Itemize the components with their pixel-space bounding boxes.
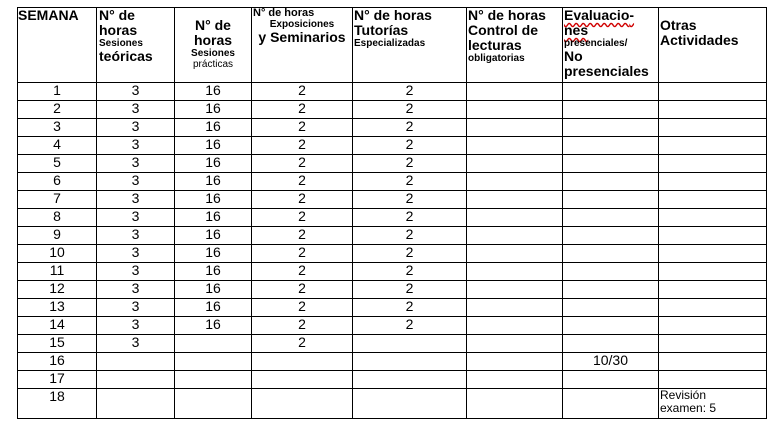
cell-evaluacion [563, 173, 659, 191]
cell-tutorias: 2 [353, 137, 467, 155]
cell-control [467, 299, 563, 317]
cell-practicas: 16 [175, 281, 252, 299]
table-row [18, 155, 767, 173]
cell-exposiciones: 2 [252, 335, 353, 353]
cell-teoricas: 3 [97, 281, 175, 299]
cell-semana: 6 [18, 173, 97, 191]
cell-otras [659, 119, 767, 137]
cell-semana: 16 [18, 353, 97, 371]
cell-control [467, 191, 563, 209]
header-practicas-line2: horas [193, 32, 233, 48]
cell-tutorias: 2 [353, 119, 467, 137]
cell-evaluacion [563, 191, 659, 209]
cell-exposiciones: 2 [252, 299, 353, 317]
cell-control [467, 335, 563, 353]
cell-practicas: 16 [175, 173, 252, 191]
cell-teoricas: 3 [97, 317, 175, 335]
cell-practicas [175, 335, 252, 353]
header-teoricas-line4: teóricas [99, 48, 153, 64]
cell-practicas: 16 [175, 209, 252, 227]
table-row [18, 119, 767, 137]
cell-control [467, 281, 563, 299]
header-teoricas-line3: Sesiones [99, 38, 143, 49]
header-tutorias-line3: Especializadas [354, 38, 426, 49]
cell-otras [659, 209, 767, 227]
cell-tutorias [353, 371, 467, 389]
cell-semana: 18 [18, 389, 97, 419]
cell-control [467, 83, 563, 101]
table-row [18, 263, 767, 281]
cell-evaluacion [563, 101, 659, 119]
cell-otras [659, 137, 767, 155]
header-otras [659, 8, 767, 83]
cell-otras [659, 299, 767, 317]
header-control-line1: N° de horas [468, 7, 546, 23]
cell-exposiciones: 2 [252, 119, 353, 137]
table-row [18, 101, 767, 119]
cell-otras [659, 227, 767, 245]
cell-exposiciones [252, 353, 353, 371]
cell-practicas: 16 [175, 227, 252, 245]
cell-exposiciones: 2 [252, 209, 353, 227]
otras-note-line1: Revisión [660, 388, 707, 402]
cell-semana: 14 [18, 317, 97, 335]
header-control-line3: lecturas [468, 37, 522, 53]
cell-practicas: 16 [175, 245, 252, 263]
cell-evaluacion [563, 389, 659, 419]
cell-semana: 17 [18, 371, 97, 389]
cell-teoricas: 3 [97, 119, 175, 137]
cell-evaluacion [563, 335, 659, 353]
cell-semana: 10 [18, 245, 97, 263]
header-evaluacion-suffix: - nes [564, 7, 635, 38]
table-row [18, 299, 767, 317]
cell-practicas [175, 371, 252, 389]
table-row [18, 227, 767, 245]
cell-control [467, 353, 563, 371]
cell-exposiciones: 2 [252, 137, 353, 155]
header-exposiciones [252, 8, 353, 83]
cell-teoricas: 3 [97, 227, 175, 245]
cell-evaluacion [563, 317, 659, 335]
otras-note-line2: examen: 5 [660, 401, 717, 415]
cell-exposiciones: 2 [252, 83, 353, 101]
cell-otras [659, 191, 767, 209]
cell-tutorias [353, 335, 467, 353]
header-practicas-line3: Sesiones [191, 48, 235, 59]
cell-otras [659, 317, 767, 335]
table-row [18, 83, 767, 101]
cell-teoricas: 3 [97, 101, 175, 119]
cell-semana: 4 [18, 137, 97, 155]
cell-tutorias: 2 [353, 209, 467, 227]
cell-tutorias: 2 [353, 317, 467, 335]
cell-practicas: 16 [175, 263, 252, 281]
cell-semana: 9 [18, 227, 97, 245]
cell-otras [659, 335, 767, 353]
header-evaluacion-line1 [564, 8, 658, 38]
table-row [18, 335, 767, 353]
cell-semana: 7 [18, 191, 97, 209]
cell-tutorias: 2 [353, 191, 467, 209]
cell-practicas: 16 [175, 191, 252, 209]
table-row [18, 353, 767, 371]
header-tutorias-line2: Tutorías [354, 22, 409, 38]
cell-tutorias: 2 [353, 281, 467, 299]
cell-semana: 11 [18, 263, 97, 281]
header-exposiciones-line1: N° de horas [253, 7, 315, 19]
cell-otras [659, 101, 767, 119]
cell-teoricas: 3 [97, 191, 175, 209]
cell-exposiciones: 2 [252, 263, 353, 281]
table-row [18, 389, 767, 419]
cell-teoricas: 3 [97, 209, 175, 227]
header-teoricas [97, 8, 175, 83]
cell-control [467, 371, 563, 389]
table-row [18, 371, 767, 389]
cell-otras [659, 173, 767, 191]
cell-control [467, 137, 563, 155]
cell-evaluacion [563, 155, 659, 173]
cell-practicas: 16 [175, 119, 252, 137]
cell-practicas [175, 389, 252, 419]
cell-evaluacion [563, 299, 659, 317]
header-row [18, 8, 767, 83]
header-exposiciones-line2: Exposiciones [269, 19, 335, 30]
cell-evaluacion [563, 281, 659, 299]
table-row [18, 173, 767, 191]
cell-evaluacion [563, 263, 659, 281]
cell-semana: 12 [18, 281, 97, 299]
cell-control [467, 389, 563, 419]
cell-exposiciones: 2 [252, 101, 353, 119]
cell-evaluacion [563, 371, 659, 389]
cell-practicas [175, 353, 252, 371]
cell-control [467, 227, 563, 245]
header-evaluacion-line3: No [564, 48, 583, 64]
cell-tutorias: 2 [353, 245, 467, 263]
header-control-line2: Control de [468, 22, 538, 38]
cell-otras [659, 263, 767, 281]
header-exposiciones-line3: y Seminarios [258, 29, 346, 45]
cell-teoricas: 3 [97, 335, 175, 353]
table-row [18, 317, 767, 335]
cell-otras [659, 389, 767, 419]
cell-semana: 8 [18, 209, 97, 227]
header-tutorias [353, 8, 467, 83]
cell-semana: 15 [18, 335, 97, 353]
cell-evaluacion [563, 209, 659, 227]
cell-control [467, 245, 563, 263]
cell-exposiciones [252, 389, 353, 419]
cell-control [467, 263, 563, 281]
schedule-table [17, 7, 767, 419]
cell-teoricas: 3 [97, 263, 175, 281]
cell-teoricas: 3 [97, 173, 175, 191]
cell-tutorias [353, 389, 467, 419]
header-teoricas-line1: N° de [99, 7, 135, 23]
cell-control [467, 173, 563, 191]
cell-evaluacion [563, 119, 659, 137]
cell-tutorias: 2 [353, 227, 467, 245]
cell-tutorias: 2 [353, 83, 467, 101]
header-semana: SEMANA [18, 8, 97, 83]
header-practicas-line1: N° de [195, 17, 231, 33]
cell-practicas: 16 [175, 101, 252, 119]
cell-tutorias [353, 353, 467, 371]
header-practicas-line4: prácticas [192, 59, 233, 70]
cell-evaluacion [563, 137, 659, 155]
cell-semana: 1 [18, 83, 97, 101]
cell-exposiciones: 2 [252, 227, 353, 245]
cell-exposiciones: 2 [252, 317, 353, 335]
cell-otras [659, 281, 767, 299]
cell-control [467, 155, 563, 173]
cell-evaluacion: 10/30 [563, 353, 659, 371]
cell-practicas: 16 [175, 317, 252, 335]
cell-evaluacion [563, 83, 659, 101]
cell-practicas: 16 [175, 137, 252, 155]
cell-evaluacion [563, 245, 659, 263]
header-practicas [175, 8, 252, 83]
cell-exposiciones: 2 [252, 155, 353, 173]
cell-evaluacion [563, 227, 659, 245]
header-evaluacion [563, 8, 659, 83]
header-evaluacion-line2: presenciales/ [564, 38, 628, 49]
header-tutorias-line1: N° de horas [354, 7, 432, 23]
header-evaluacion-word: Evaluacio [564, 7, 630, 23]
cell-tutorias: 2 [353, 263, 467, 281]
cell-teoricas [97, 371, 175, 389]
table-row [18, 281, 767, 299]
cell-practicas: 16 [175, 155, 252, 173]
cell-control [467, 317, 563, 335]
cell-control [467, 119, 563, 137]
cell-control [467, 101, 563, 119]
cell-otras [659, 155, 767, 173]
cell-teoricas: 3 [97, 299, 175, 317]
cell-teoricas: 3 [97, 137, 175, 155]
cell-teoricas: 3 [97, 245, 175, 263]
cell-exposiciones: 2 [252, 191, 353, 209]
cell-tutorias: 2 [353, 299, 467, 317]
cell-tutorias: 2 [353, 155, 467, 173]
cell-practicas: 16 [175, 299, 252, 317]
cell-semana: 3 [18, 119, 97, 137]
cell-control [467, 209, 563, 227]
cell-teoricas [97, 353, 175, 371]
cell-teoricas [97, 389, 175, 419]
header-control [467, 8, 563, 83]
cell-semana: 5 [18, 155, 97, 173]
cell-otras [659, 83, 767, 101]
table-row [18, 245, 767, 263]
header-evaluacion-line4: presenciales [564, 63, 649, 79]
cell-teoricas: 3 [97, 155, 175, 173]
cell-practicas: 16 [175, 83, 252, 101]
cell-semana: 13 [18, 299, 97, 317]
header-teoricas-line2: horas [99, 22, 138, 38]
cell-exposiciones: 2 [252, 281, 353, 299]
header-control-line4: obligatorias [468, 53, 525, 64]
cell-exposiciones [252, 371, 353, 389]
header-otras-line2: Actividades [660, 32, 739, 48]
cell-tutorias: 2 [353, 101, 467, 119]
cell-otras [659, 245, 767, 263]
cell-tutorias: 2 [353, 173, 467, 191]
header-otras-line1: Otras [660, 17, 697, 33]
cell-otras [659, 353, 767, 371]
cell-teoricas: 3 [97, 83, 175, 101]
cell-semana: 2 [18, 101, 97, 119]
table-row [18, 137, 767, 155]
cell-exposiciones: 2 [252, 245, 353, 263]
cell-exposiciones: 2 [252, 173, 353, 191]
table-row [18, 191, 767, 209]
table-row [18, 209, 767, 227]
cell-otras [659, 371, 767, 389]
